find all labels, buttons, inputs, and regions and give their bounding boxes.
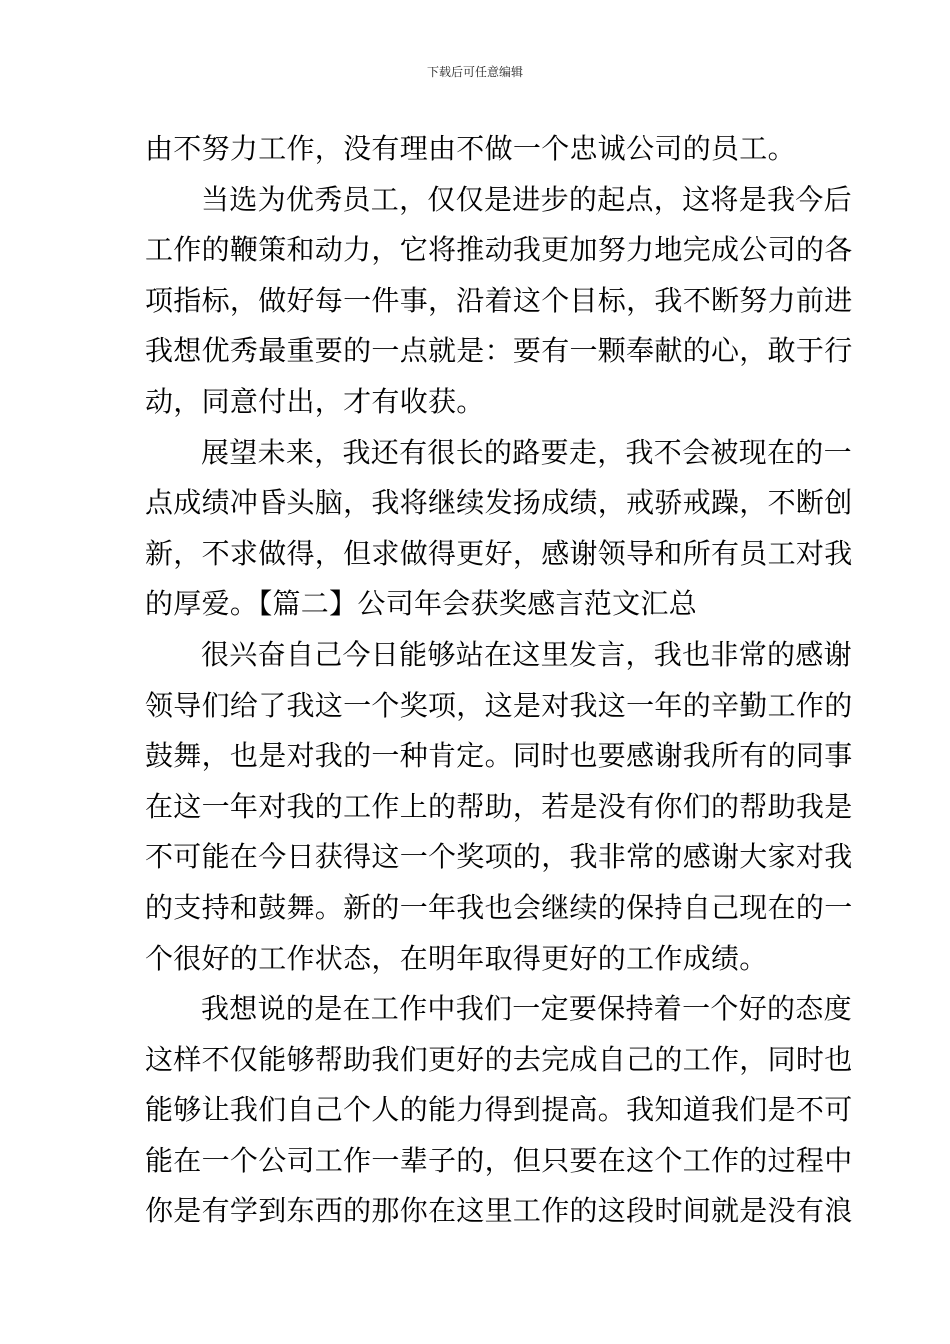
- text-line: 这样不仅能够帮助我们更好的去完成自己的工作，同时也: [145, 1042, 853, 1076]
- text-line: 点成绩冲昏头脑，我将继续发扬成绩，戒骄戒躁，不断创: [145, 486, 853, 520]
- text-line: 领导们给了我这一个奖项，这是对我这一年的辛勤工作的: [145, 688, 853, 722]
- text-line: 新，不求做得，但求做得更好，感谢领导和所有员工对我: [145, 536, 853, 570]
- text-line: 工作的鞭策和动力，它将推动我更加努力地完成公司的各: [145, 233, 853, 267]
- paragraph-start-line: 很兴奋自己今日能够站在这里发言，我也非常的感谢: [201, 637, 852, 671]
- text-line: 你是有学到东西的那你在这里工作的这段时间就是没有浪: [145, 1194, 853, 1228]
- text-line: 不可能在今日获得这一个奖项的，我非常的感谢大家对我: [145, 840, 853, 874]
- page-header: 下载后可任意编辑: [426, 65, 523, 79]
- text-line: 鼓舞，也是对我的一种肯定。同时也要感谢我所有的同事: [145, 739, 853, 773]
- text-line: 的支持和鼓舞。新的一年我也会继续的保持自己现在的一: [145, 890, 853, 924]
- paragraph-start-line: 我想说的是在工作中我们一定要保持着一个好的态度: [201, 992, 852, 1026]
- text-line: 在这一年对我的工作上的帮助，若是没有你们的帮助我是: [145, 789, 853, 823]
- text-line: 动，同意付出，才有收获。: [145, 384, 485, 418]
- text-line: 由不努力工作，没有理由不做一个忠诚公司的员工。: [145, 132, 796, 165]
- text-line: 的厚爱。【篇二】公司年会获奖感言范文汇总: [145, 587, 698, 621]
- paragraph-start-line: 展望未来，我还有很长的路要走，我不会被现在的一: [201, 435, 852, 469]
- text-line: 我想优秀最重要的一点就是：要有一颗奉献的心，敢于行: [145, 334, 853, 368]
- text-line: 能够让我们自己个人的能力得到提高。我知道我们是不可: [145, 1093, 853, 1127]
- text-line: 个很好的工作状态，在明年取得更好的工作成绩。: [145, 941, 768, 975]
- document-body: [145, 124, 853, 1237]
- text-line: 项指标，做好每一件事，沿着这个目标，我不断努力前进: [145, 283, 853, 317]
- paragraph-start-line: 当选为优秀员工，仅仅是进步的起点，这将是我今后: [201, 182, 852, 216]
- text-line: 能在一个公司工作一辈子的，但只要在这个工作的过程中: [145, 1143, 853, 1177]
